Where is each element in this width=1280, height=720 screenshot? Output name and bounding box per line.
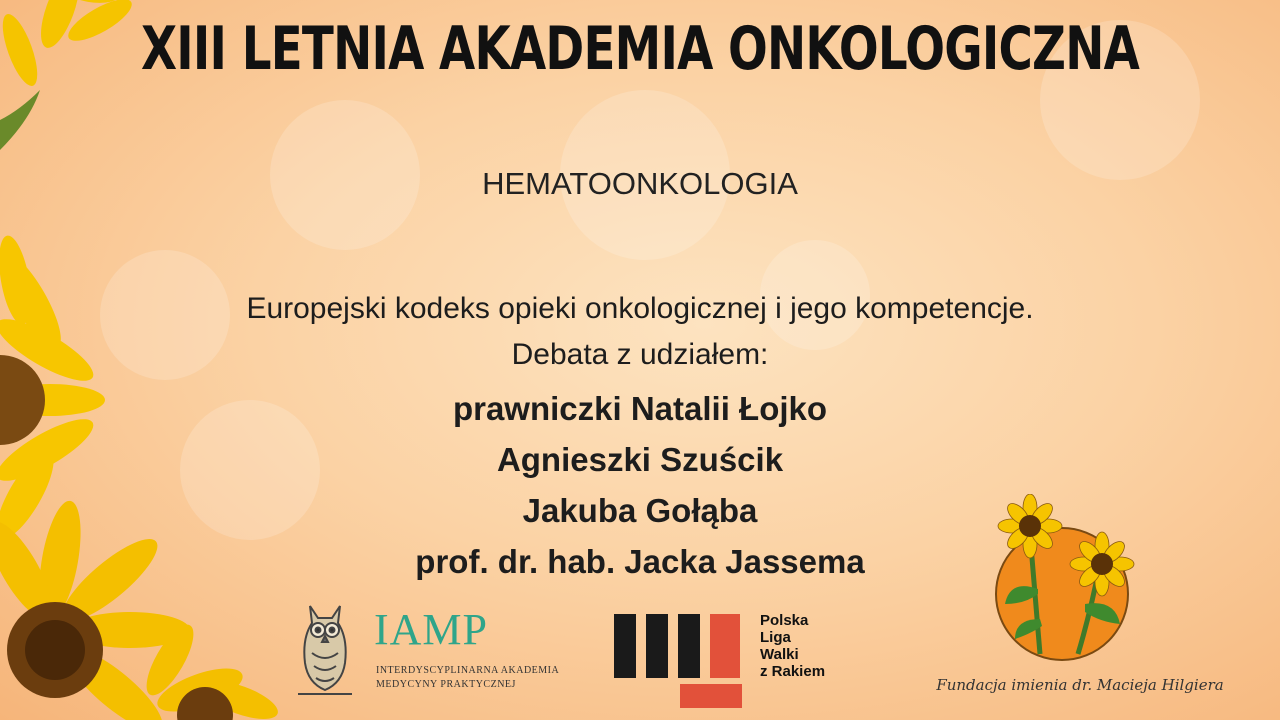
iamp-subtitle <box>376 664 559 692</box>
page-title: XIII LETNIA AKADEMIA ONKOLOGICZNA <box>140 14 1140 84</box>
plwr-line: Walki <box>760 646 799 663</box>
sunflower-top <box>0 0 137 90</box>
participant-name: prawniczki Natalii Łojko <box>452 390 828 427</box>
iamp-logo <box>290 598 560 708</box>
iamp-wordmark: IAMP <box>374 605 489 654</box>
description: Europejski kodeks opieki onkologicznej i jego kompetencje. <box>246 292 1034 325</box>
plwr-line: Liga <box>760 629 791 646</box>
plwr-line: z Rakiem <box>760 663 826 680</box>
debate-intro: Debata z udziałem: <box>511 338 769 371</box>
participant-name: Jakuba Gołąba <box>522 492 758 529</box>
foundation-sunflower-logo <box>990 494 1150 664</box>
participant-name: prof. dr. hab. Jacka Jassema <box>415 543 865 580</box>
leaf <box>0 90 40 150</box>
plwr-logo <box>612 610 862 710</box>
owl-icon <box>290 598 360 703</box>
iamp-subtitle-line: MEDYCYNY PRAKTYCZNEJ <box>376 679 516 690</box>
foundation-caption: Fundacja imienia dr. Macieja Hilgiera <box>936 676 1224 694</box>
iamp-subtitle-line: INTERDYSCYPLINARNA AKADEMIA <box>376 665 560 676</box>
participant-name: Agnieszki Szuścik <box>496 441 784 478</box>
subtitle <box>0 166 1280 202</box>
plwr-wordmark <box>760 612 825 680</box>
plwr-line: Polska <box>760 612 809 629</box>
subtitle-text: HEMATOONKOLOGIA <box>482 166 798 201</box>
plwr-mark-icon <box>612 610 752 710</box>
